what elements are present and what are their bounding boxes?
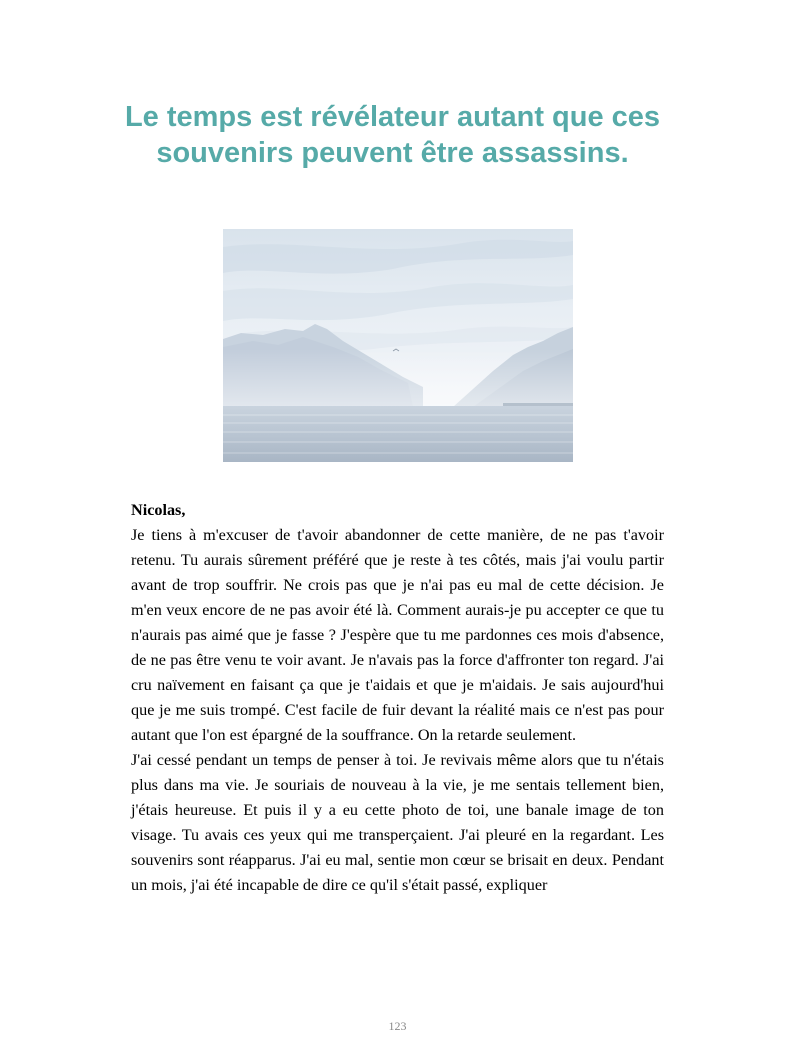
letter-salutation: Nicolas, [131, 501, 186, 519]
lake-mountains-photo [223, 229, 573, 462]
letter-body [131, 498, 664, 898]
letter-paragraph: Je tiens à m'excuser de t'avoir abandonner de cette manière, de ne pas t'avoir retenu. Tu aurais sûrement préféré que je reste à tes côtés, mais j'ai voulu partir avant de trop souffrir. Ne crois pas que je n'ai pas eu mal de cette décision. Je m'en veux encore de ne pas avoir été là. Comment aurais-je pu accepter ce que tu n'aurais pas aimé que je fasse ? J'espère que tu me pardonnes ces mois d'absence, de ne pas être venu te voir avant. Je n'avais pas la force d'affronter ton regard. J'ai cru naïvement en faisant ça que je t'aidais et que je m'aidais. Je sais aujourd'hui que je me suis trompé. C'est facile de fuir devant la réalité mais ce n'est pas pour autant que l'on est épargné de la souffrance. On la retarde seulement. [131, 526, 664, 744]
chapter-title: Le temps est révélateur autant que ces souvenirs peuvent être assassins. [124, 101, 661, 169]
page-number: 123 [388, 1019, 407, 1033]
lake-mountains-image [223, 229, 573, 462]
letter-paragraph: J'ai cessé pendant un temps de penser à toi. Je revivais même alors que tu n'étais plus dans ma vie. Je souriais de nouveau à la vie, je me sentais tellement bien, j'étais heureuse. Et puis il y a eu cette photo de toi, une banale image de ton visage. Tu avais ces yeux qui me transperçaient. J'ai pleuré en la regardant. Les souvenirs sont réapparus. J'ai eu mal, sentie mon cœur se brisait en deux. Pendant un mois, j'ai été incapable de dire ce qu'il s'était passé, expliquer [131, 751, 664, 894]
